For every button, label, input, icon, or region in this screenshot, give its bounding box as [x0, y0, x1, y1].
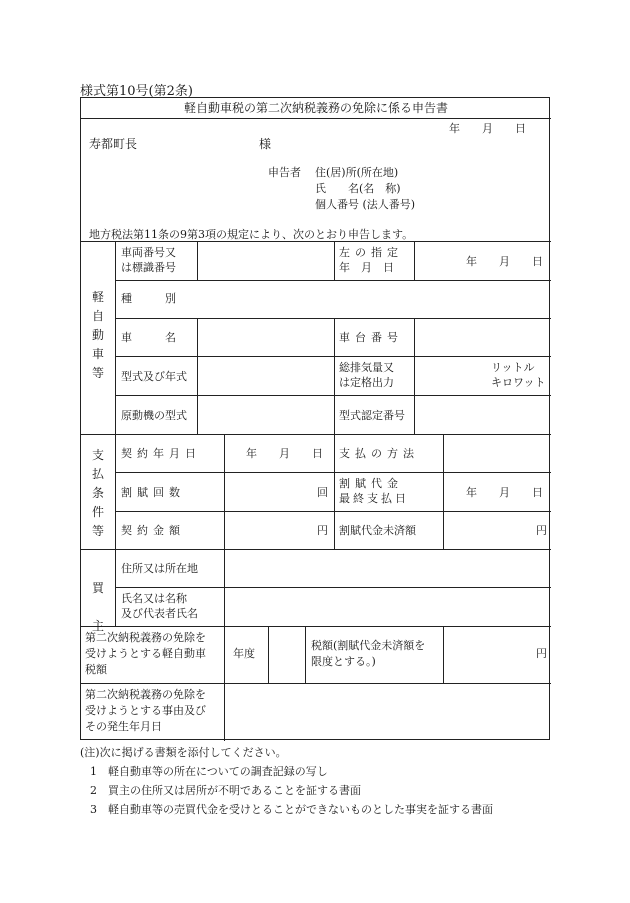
payment-method-label: 支払の方法 [339, 447, 419, 460]
applicant-label: 申告者 [268, 166, 301, 179]
designated-label-1: 左の指定 [339, 246, 403, 259]
tax-amount-label-2: 受けようとする軽自動車 [85, 647, 206, 660]
declaration-form [80, 97, 550, 740]
note-item: 3 軽自動車等の売買代金を受けとることができないものとした事実を証する書面 [90, 803, 493, 816]
fiscal-year-label: 年度 [233, 647, 255, 660]
plate-label-2: は標識番号 [121, 261, 176, 274]
unit-kilowatt: キロワット [491, 376, 546, 389]
displacement-label-2: は定格出力 [339, 376, 394, 389]
vehicle-type-label: 種 別 [121, 292, 176, 305]
displacement-label-1: 総排気量又 [339, 361, 394, 374]
installments-unit: 回 [317, 486, 328, 499]
designated-label-2: 年 月 日 [339, 261, 394, 274]
form-title: 軽自動車税の第二次納税義務の免除に係る申告書 [183, 101, 448, 115]
reason-label-2: 受けようとする事由及び [85, 704, 206, 717]
tax-amount-limit-label-1: 税額(割賦代金未済額を [311, 639, 426, 652]
contract-amount-label: 契約金額 [121, 524, 185, 537]
title-divider [81, 118, 551, 119]
declaration-date: 年 月 日 [449, 122, 526, 135]
addressee: 寿都町長 [89, 137, 138, 151]
buyer-name-label-1: 氏名又は名称 [121, 592, 187, 605]
tax-amount-label-1: 第二次納税義務の免除を [85, 631, 206, 644]
final-payment-label-1: 割賦代金 [339, 477, 403, 490]
plate-label-1: 車両番号又 [121, 246, 176, 259]
buyer-address-label: 住所又は所在地 [121, 562, 198, 575]
buyer-section-label: 買主 [91, 581, 104, 633]
applicant-address-label: 住(居)所(所在地) [315, 166, 399, 179]
buyer-name-label-2: 及び代表者氏名 [121, 607, 198, 620]
unit-liter: リットル [491, 361, 535, 374]
payment-section-label: 支払条件等 [91, 448, 104, 538]
installments-label: 割賦回数 [121, 486, 185, 499]
reason-label-1: 第二次納税義務の免除を [85, 688, 206, 701]
honorific: 様 [259, 137, 272, 151]
applicant-name-label: 氏 名(名 称) [315, 182, 401, 195]
final-payment-label-2: 最終支払日 [339, 492, 409, 505]
final-payment-date: 年 月 日 [466, 486, 543, 499]
tax-amount-label-3: 税額 [85, 663, 107, 676]
notes [80, 743, 493, 819]
note-item: 1 軽自動車等の所在についての調査記録の写し [90, 765, 328, 778]
certification-number-label: 型式認定番号 [339, 409, 405, 422]
tax-amount-unit: 円 [536, 647, 547, 660]
chassis-number-label: 車台番号 [339, 331, 403, 344]
statement-text: 地方税法第11条の9第3項の規定により、次のとおり申告します。 [89, 228, 414, 241]
engine-model-label: 原動機の型式 [121, 409, 187, 422]
model-year-label: 型式及び年式 [121, 370, 187, 383]
form-number: 様式第10号(第2条) [80, 84, 193, 99]
unpaid-amount-unit: 円 [536, 524, 547, 537]
note-item: 2 買主の住所又は居所が不明であることを証する書面 [90, 784, 361, 797]
vehicle-name-label: 車 名 [121, 331, 176, 344]
contract-date: 年 月 日 [246, 447, 323, 460]
tax-amount-limit-label-2: 限度とする。) [311, 655, 376, 668]
notes-heading: (注)次に掲げる書類を添付してください。 [80, 746, 287, 759]
unpaid-amount-label: 割賦代金未済額 [339, 524, 416, 537]
vehicle-section-label: 軽自動車等 [91, 290, 104, 380]
contract-date-label: 契約年月日 [121, 447, 201, 460]
reason-label-3: その発生年月日 [85, 720, 162, 733]
applicant-id-label: 個人番号 (法人番号) [315, 198, 416, 211]
contract-amount-unit: 円 [317, 524, 328, 537]
designated-date: 年 月 日 [466, 255, 543, 268]
